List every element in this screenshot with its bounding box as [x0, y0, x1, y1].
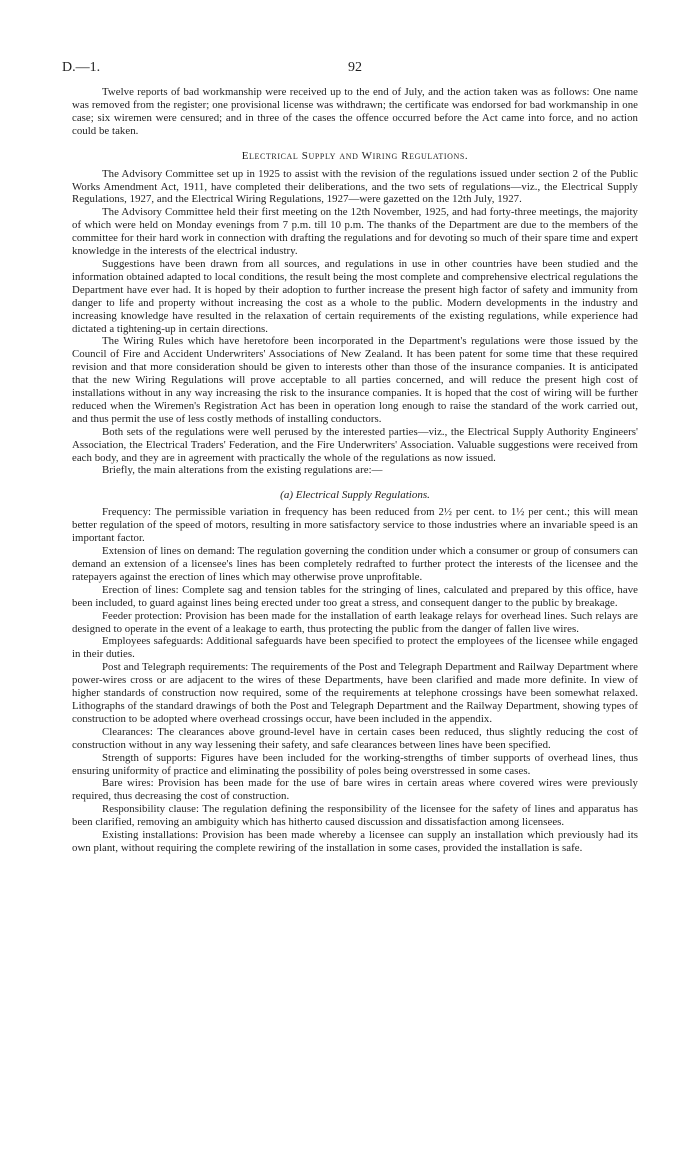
body-paragraph: Extension of lines on demand: The regulation governing the condition under which a consumer or group of consumers can demand an extension of a licensee's lines has been completely redrafted to further protect the interests of the licensee and the ratepayers against the erection of lines which may otherwise prove unprofitable. — [72, 545, 638, 583]
body-paragraph: Briefly, the main alterations from the existing regulations are:— — [102, 464, 383, 477]
body-paragraph: Frequency: The permissible variation in frequency has been reduced from 2½ per cent. to 1½ per cent.; this will mean better regulation of the speed of motors, resulting in more satisfactory service to those industries where an invariable speed is an important factor. — [72, 506, 638, 545]
body-paragraph: Clearances: The clearances above ground-level have in certain cases been reduced, thus slightly reducing the cost of construction without in any way lessening their safety, and safe clearances between lines have been specified. — [72, 725, 638, 751]
body-paragraph: The Wiring Rules which have heretofore been incorporated in the Department's regulations were those issued by the Council of Fire and Accident Underwriters' Associations of New Zealand. It has been patent for some time that these required revision and that more consideration should be given to interests other than those of the insurance companies. It is anticipated that the new Wiring Regulations will prove acceptable to all parties concerned, and will reduce the present high cost of installations without in any way increasing the risk to the insurance companies. It is hoped that the cost of wiring will be further reduced when the Wiremen's Registration Act has been in operation long enough to raise the standard of the work carried out, and thus permit the use of less costly methods of installing conductors. — [72, 335, 638, 425]
body-paragraph: Post and Telegraph requirements: The requirements of the Post and Telegraph Department and Railway Department where power-wires cross or are adjacent to the wires of these Departments, have been clarified and made more definite. In view of higher standards of construction now required, some of the requirements at telephone crossings have been somewhat relaxed. Lithographs of the standard drawings of both the Post and Telegraph Department and the Railway Department, showing types of construction to be adopted where overhead crossings occur, have been included in the appendix. — [72, 661, 638, 725]
body-paragraph: Employees safeguards: Additional safeguards have been specified to protect the employees of the licensee while engaged in their duties. — [72, 635, 638, 661]
section-heading: Electrical Supply and Wiring Regulations. — [241, 149, 469, 162]
page-header — [62, 60, 638, 86]
body-paragraph: Both sets of the regulations were well perused by the interested parties—viz., the Electrical Supply Authority Engineers' Association, the Electrical Traders' Federation, and the Fire Underwriters' Association. Valuable suggestions were received from each body, and they are in agreement with practically the whole of the regulations as now issued. — [72, 425, 638, 464]
body-paragraph: Bare wires: Provision has been made for the use of bare wires in certain areas where covered wires were previously required, thus decreasing the cost of construction. — [72, 777, 638, 803]
body-paragraph: Suggestions have been drawn from all sources, and regulations in use in other countries have been studied and the information obtained adapted to local conditions, the result being the most complete and comprehensive electrical regulations the Department have ever had. It is hoped by their adoption to further increase the present high factor of safety and immunity from danger to life and property without increasing the cost as a whole to the public. Modern developments in the industry and increasing knowledge have resulted in the relaxation of certain requirements of the existing regulations, while experience had dictated a tightening-up in certain directions. — [72, 257, 638, 335]
body-paragraph: Responsibility clause: The regulation defining the responsibility of the licensee for the safety of lines and apparatus has been clarified, removing an ambiguity which has hitherto caused discussion and dissatisfaction among licensees. — [72, 803, 638, 829]
body-paragraph: Feeder protection: Provision has been made for the installation of earth leakage relays for overhead lines. Such relays are designed to operate in the event of a leakage to earth, thus protecting the public from the danger of fallen live wires. — [72, 609, 638, 635]
subsection-body — [72, 506, 638, 854]
body-paragraph: Existing installations: Provision has been made whereby a licensee can supply an installation which previously had its own plant, without requiring the complete rewiring of the installation in some cases, provided the installation is safe. — [72, 829, 638, 854]
intro-paragraph: Twelve reports of bad workmanship were received up to the end of July, and the action taken was as follows: One name was removed from the register; one provisional license was withdrawn; the certificate was endorsed for bad workmanship in one case; six wiremen were censured; and in three of the cases the offence occurred before the Act came into force, and no action could be taken. — [72, 86, 638, 137]
body-paragraph: Strength of supports: Figures have been included for the working-strengths of timber supports of overhead lines, thus ensuring uniformity of practice and eliminating the possibility of poles being overstressed in some cases. — [72, 751, 638, 777]
section-body — [72, 168, 638, 478]
page-reference: D.—1. — [62, 60, 101, 75]
page-number: 92 — [348, 60, 362, 75]
body-paragraph: The Advisory Committee held their first meeting on the 12th November, 1925, and had forty-three meetings, the majority of which were held on Monday evenings from 7 p.m. till 10 p.m. The thanks of the Department are due to the members of the committee for their hard work in connection with drafting the regulations and for devoting so much of their spare time and expert knowledge in the interests of the electrical industry. — [72, 206, 638, 258]
body-paragraph: The Advisory Committee set up in 1925 to assist with the revision of the regulations issued under section 2 of the Public Works Amendment Act, 1911, have completed their deliberations, and the two sets of regulations—viz., the Electrical Supply Regulations, 1927, and the Electrical Wiring Regulations, 1927—were gazetted on the 12th July, 1927. — [72, 167, 638, 206]
subsection-heading: (a) Electrical Supply Regulations. — [280, 489, 430, 502]
body-paragraph: Erection of lines: Complete sag and tension tables for the stringing of lines, calculated and prepared by this office, have been included, to guard against lines being erected under too great a stress, and consequent danger to the public by breakage. — [72, 583, 638, 609]
